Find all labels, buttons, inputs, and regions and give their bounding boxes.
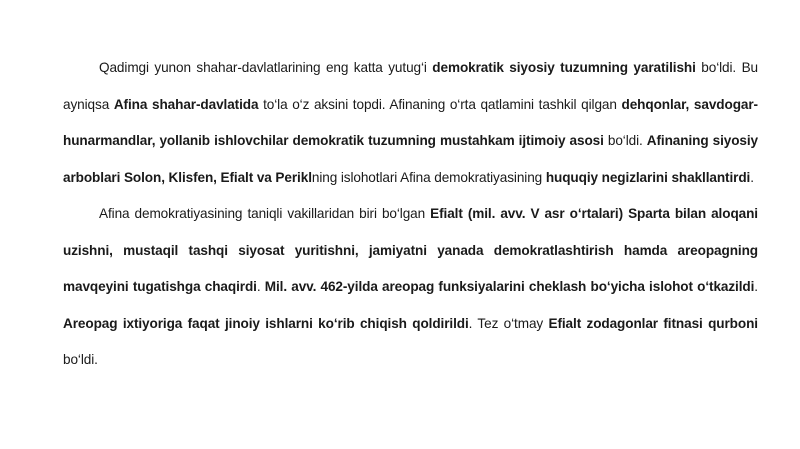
bold-run: Areopag ixtiyoriga faqat jinoiy ishlarni ko‘rib chiqish qoldirildi <box>63 315 469 331</box>
text-run: . <box>754 279 758 294</box>
text-run: bo‘ldi. <box>603 133 647 148</box>
bold-run: demokratik siyosiy tuzumning yaratilishi <box>432 60 696 75</box>
bold-run: Afinaning siyosiy arboblari Solon, Klisfen, Efialt va Perikl <box>63 133 759 185</box>
bold-run: huquqiy negizlarini shakllantirdi <box>545 169 751 185</box>
text-run: . <box>256 279 265 294</box>
text-run: ning islohotlari Afina demokratiyasining <box>311 169 546 185</box>
text-run: Qadimgi yunon shahar-davlatlarining eng katta yutug‘i <box>99 60 433 75</box>
text-run: Afina demokratiyasining taniqli vakillaridan biri bo‘lgan <box>99 206 431 221</box>
bold-run: Efialt zodagonlar fitnasi qurboni <box>548 315 758 331</box>
bold-run: Efialt (mil. avv. V asr o‘rtalari) Sparta bilan aloqani uzishni, mustaqil tashqi siyosat yuritishni, jamiyatni yanada demokratlashtirish hamda areopagning mavqeyini tugatishga chaqirdi <box>63 206 758 294</box>
text-run: . <box>750 169 754 185</box>
bold-run: dehqonlar, savdogar-hunarmandlar, yollanib ishlovchilar demokratik tuzumning mustahkam ijtimoiy asosi <box>63 96 758 148</box>
text-run: bo‘ldi. <box>63 352 98 367</box>
bold-run: Mil. avv. 462-yilda areopag funksiyalarini cheklash bo‘yicha islohot o‘tkazildi <box>264 279 755 294</box>
text-run: . Tez o‘tmay <box>468 315 549 331</box>
paragraph-1 <box>63 50 758 196</box>
paragraph-2 <box>63 196 758 379</box>
bold-run: Afina shahar-davlatida <box>113 96 259 112</box>
text-run: to‘la o‘z aksini topdi. Afinaning o‘rta qatlamini tashkil qilgan <box>258 96 622 112</box>
text-run: bo‘ldi. Bu ayniqsa <box>63 60 758 112</box>
